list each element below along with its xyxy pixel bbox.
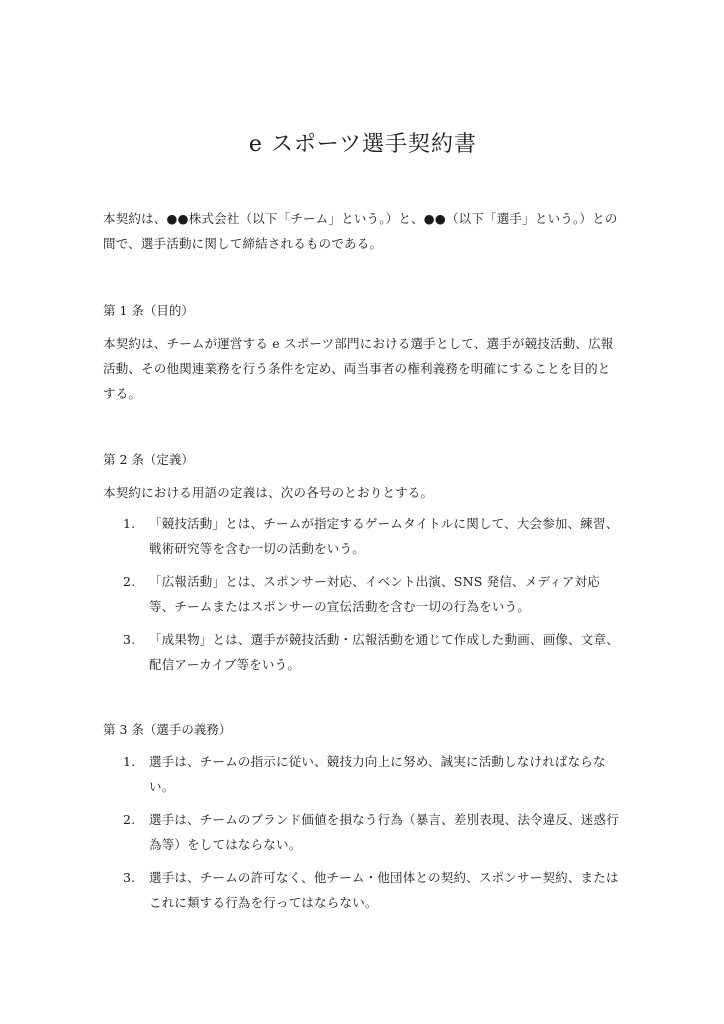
article-3-list: [103, 749, 623, 923]
list-item-number: 1.: [123, 754, 136, 769]
article-1-body: 本契約は、チームが運営する e スポーツ部門における選手として、選手が競技活動、広報活動、その他関連業務を行う条件を定め、両当事者の権利義務を明確にすることを目的とする。: [103, 336, 614, 401]
list-item-number: 2.: [123, 574, 136, 589]
article-2-heading: 第 2 条（定義）: [103, 452, 194, 467]
list-item: [103, 511, 623, 561]
list-item-text: 「広報活動」とは、スポンサー対応、イベント出演、SNS 発信、メディア対応等、チームまたはスポンサーの宣伝活動を含む一切の行為をいう。: [149, 574, 600, 614]
list-item-text: 「競技活動」とは、チームが指定するゲームタイトルに関して、大会参加、練習、戦術研究等を含む一切の活動をいう。: [149, 516, 619, 556]
list-item-text: 選手は、チームのブランド価値を損なう行為（暴言、差別表現、法令違反、迷惑行為等）をしてはならない。: [149, 812, 619, 852]
list-item-text: 選手は、チームの許可なく、他チーム・他団体との契約、スポンサー契約、またはこれに類する行為を行ってはならない。: [149, 870, 619, 910]
list-item-number: 2.: [123, 812, 136, 827]
list-item-number: 3.: [123, 632, 136, 647]
list-item-number: 1.: [123, 516, 136, 531]
article-3-heading: 第 3 条（選手の義務）: [103, 722, 232, 737]
preamble: 本契約は、●●株式会社（以下「チーム」という。）と、●●（以下「選手」という。）との間で、選手活動に関して締結されるものである。: [103, 211, 618, 251]
list-item: [103, 807, 623, 857]
list-item: [103, 865, 623, 915]
document-title: e スポーツ選手契約書: [248, 132, 478, 157]
article-1-heading: 第 1 条（目的）: [103, 303, 194, 318]
list-item: [103, 627, 623, 677]
list-item-number: 3.: [123, 870, 136, 885]
list-item: [103, 749, 623, 799]
list-item: [103, 569, 623, 619]
list-item-text: 選手は、チームの指示に従い、競技力向上に努め、誠実に活動しなければならない。: [149, 754, 606, 794]
list-item-text: 「成果物」とは、選手が競技活動・広報活動を通じて作成した動画、画像、文章、配信アーカイブ等をいう。: [149, 632, 619, 672]
article-2-body: 本契約における用語の定義は、次の各号のとおりとする。: [103, 485, 434, 500]
article-2-list: [103, 511, 623, 685]
